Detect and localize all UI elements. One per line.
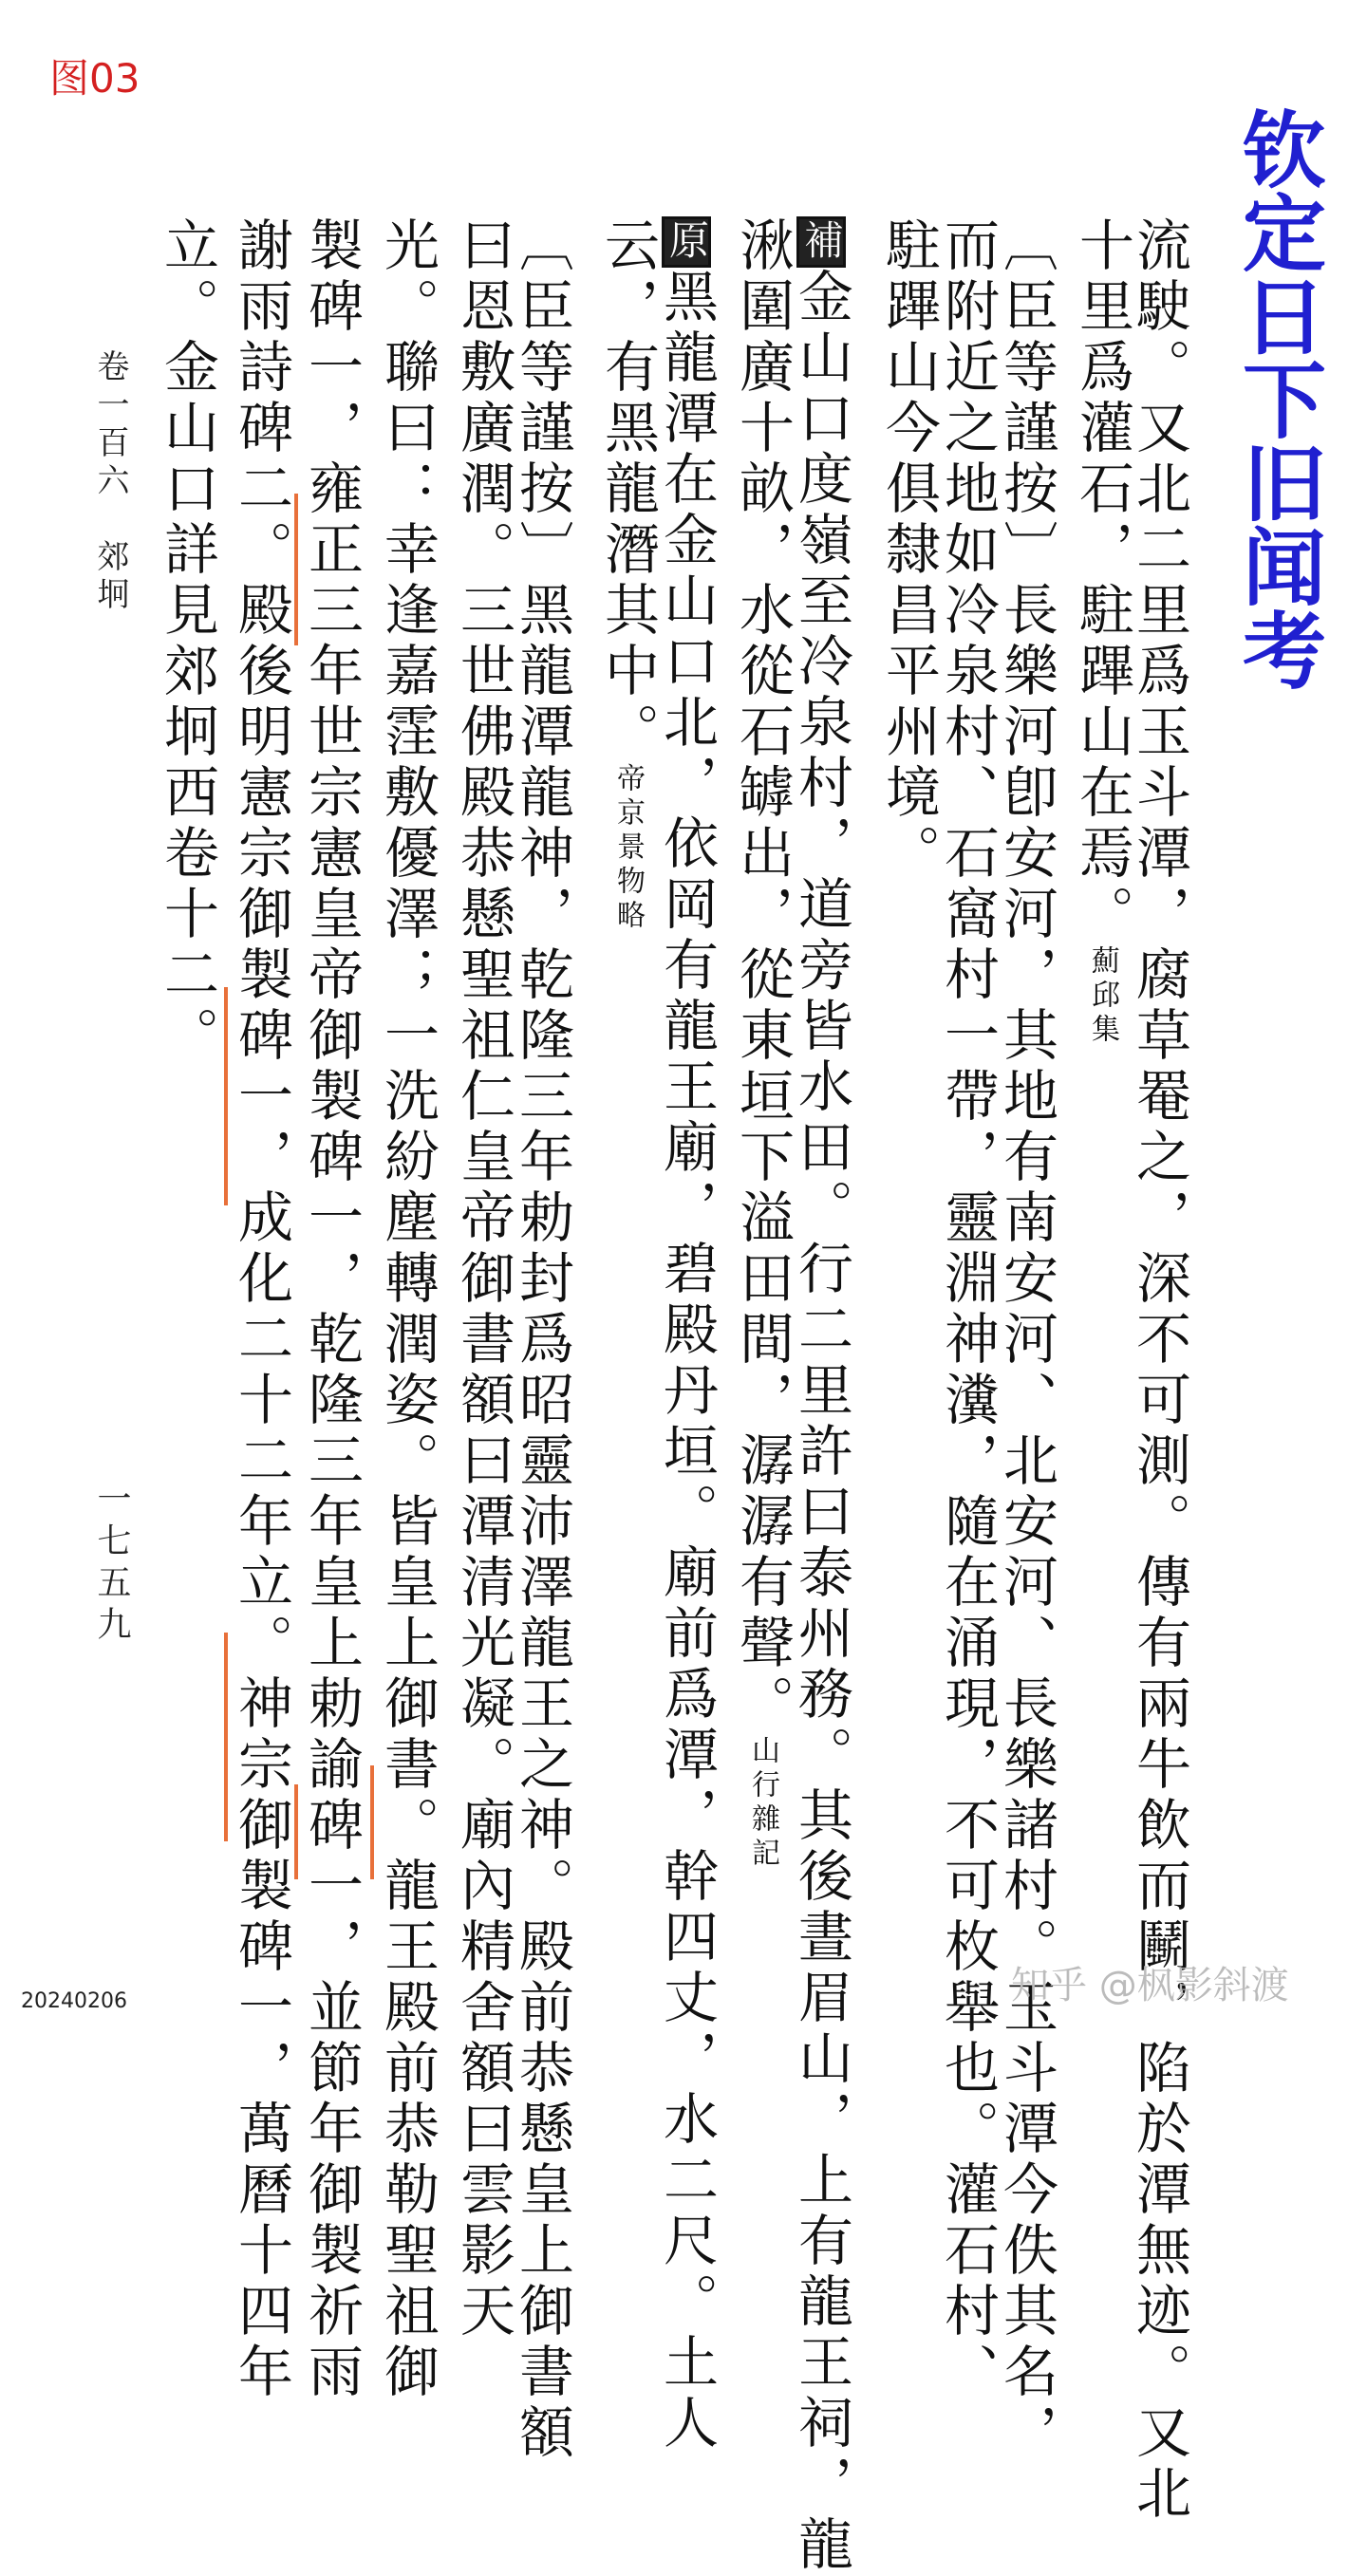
book-title: 钦定日下旧闻考 bbox=[1229, 106, 1327, 691]
text-column-13: 製碑一，雍正三年世宗憲皇帝御製碑一，乾隆三年皇上勅諭碑一，並節年御製祈雨 bbox=[299, 216, 364, 2403]
text-column-12: 光。聯曰：幸逢嘉霔敷優澤；一洗紛塵轉潤姿。皆皇上御書。龍王殿前恭勒聖祖御 bbox=[375, 216, 440, 2403]
yuan-tag: 原 bbox=[662, 216, 711, 268]
highlight-mark bbox=[294, 1784, 298, 1879]
margin-label: 卷一百六 郊坰 bbox=[91, 349, 129, 615]
source-note: 山行雜記 bbox=[746, 1735, 779, 1872]
figure-label: 图03 bbox=[49, 55, 140, 102]
text-column-5: 駐蹕山今俱隸昌平州境。 bbox=[876, 216, 941, 885]
text-column-14: 謝雨詩碑二。殿後明憲宗御製碑一，成化二十二年立。神宗御製碑一，萬曆十四年 bbox=[229, 216, 293, 2403]
text-column-6: 補金山口度嶺至冷泉村，道旁皆水田。行二里許曰泰州務。其後晝眉山，上有龍王祠，龍 bbox=[792, 216, 851, 2576]
source-note: 薊邱集 bbox=[1086, 945, 1119, 1048]
highlight-mark bbox=[224, 1633, 228, 1841]
text-column-1: 流駛。又北二里爲玉斗潭，腐草罨之，深不可測。傳有兩牛飲而鬭，陷於潭無迹。又北 bbox=[1127, 216, 1191, 2525]
highlight-mark bbox=[294, 494, 298, 645]
highlight-mark bbox=[224, 987, 228, 1205]
text-column-7: 湫圍廣十畝，水從石罅出，從東垣下溢田間，潺潺有聲。山行雜記 bbox=[730, 216, 795, 1872]
text-column-11: 曰恩敷廣潤。三世佛殿恭懸聖祖仁皇帝御書額曰潭清光凝。廟內精舍額曰雲影天 bbox=[451, 216, 515, 2343]
text-column-8: 原黑龍潭在金山口北，依岡有龍王廟，碧殿丹垣。廟前爲潭，幹四丈，水二尺。土人 bbox=[657, 216, 716, 2455]
bu-tag: 補 bbox=[796, 216, 846, 268]
text-column-2: 十里爲灌石，駐蹕山在焉。薊邱集 bbox=[1070, 216, 1134, 1048]
page-number: 一七五九 bbox=[92, 1481, 131, 1648]
text-column-4: 而附近之地如冷泉村、石窩村一帶，靈淵神瀵，隨在涌現，不可枚舉也。灌石村、 bbox=[935, 216, 1000, 2403]
highlight-mark bbox=[370, 1765, 374, 1879]
text-column-9: 云，有黑龍潛其中。帝京景物略 bbox=[595, 216, 660, 934]
text-column-3: 〔臣等謹按〕長樂河卽安河，其地有南安河、北安河、長樂諸村。玉斗潭今佚其名， bbox=[994, 216, 1058, 2464]
watermark: 知乎 @枫影斜渡 bbox=[1011, 1964, 1289, 2007]
date-stamp: 20240206 bbox=[21, 1989, 127, 2013]
source-note: 帝京景物略 bbox=[611, 763, 645, 934]
text-column-15: 立。金山口詳見郊坰西卷十二。 bbox=[155, 216, 219, 1067]
text-column-10: 〔臣等謹按〕黑龍潭龍神，乾隆三年勅封爲昭靈沛澤龍王之神。殿前恭懸皇上御書額 bbox=[510, 216, 574, 2464]
